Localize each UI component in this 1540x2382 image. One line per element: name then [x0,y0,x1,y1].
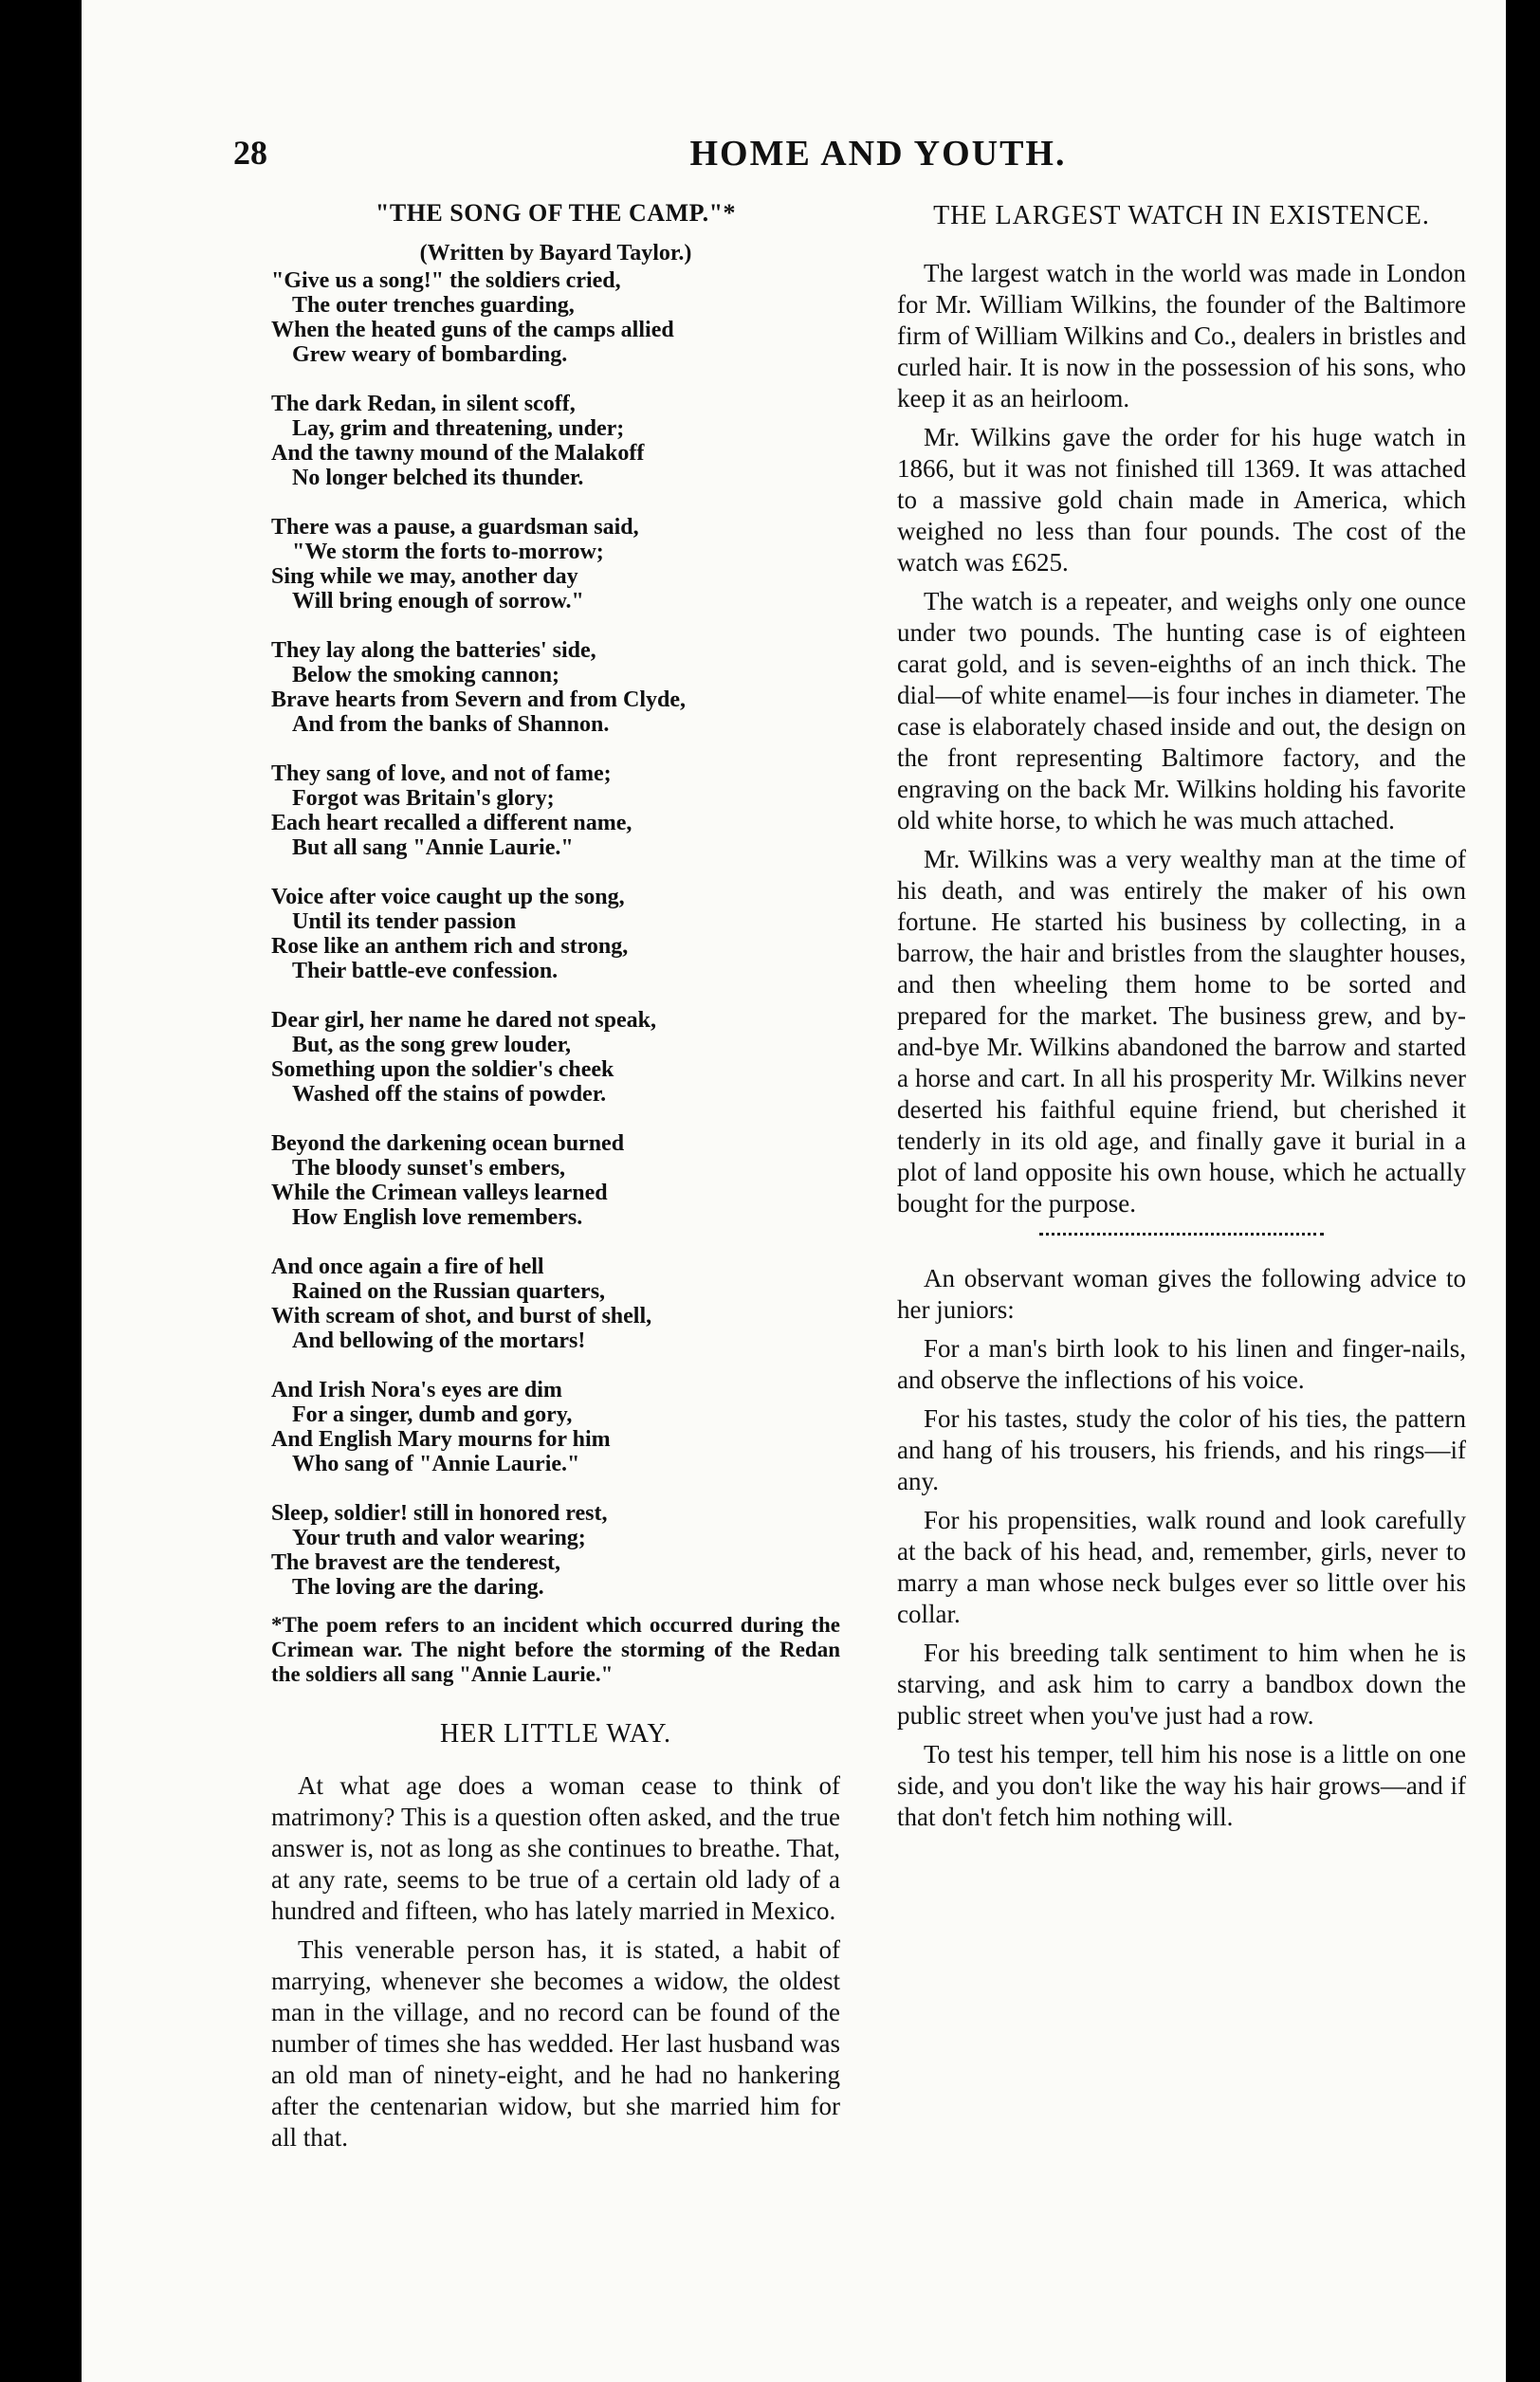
poem-line: And English Mary mourns for him [271,1427,611,1452]
poem-line: Your truth and valor wearing; [292,1526,586,1550]
poem-line: Sleep, soldier! still in honored rest, [271,1501,608,1526]
stanza [271,1131,840,1230]
stanza [271,638,840,737]
poem-line: There was a pause, a guardsman said, [271,515,639,540]
poem-line: They lay along the batteries' side, [271,638,596,663]
poem-line: And once again a fire of hell [271,1255,544,1279]
poem-byline: (Written by Bayard Taylor.) [419,241,692,266]
poem-line: Will bring enough of sorrow." [292,589,584,614]
page-number: 28 [233,134,267,172]
article-paragraph: This venerable person has, it is stated, a habit of marrying, whenever she becomes a widow, the oldest man in the village, and no record can be found of the number of times she has wedded. Her last husband was an old man of ninety-eight, and he had no hankering after the centenarian widow, but she married him for all that. [271,1935,840,2152]
poem-line: With scream of shot, and burst of shell, [271,1304,652,1328]
poem-line: Brave hearts from Severn and from Clyde, [271,687,687,712]
poem-line: Grew weary of bombarding. [292,342,568,367]
advice-paragraph: For a man's birth look to his linen and finger-nails, and observe the inflections of his voice. [897,1334,1466,1394]
advice-paragraph: For his breeding talk sentiment to him when he is starving, and ask him to carry a bandbox down the public street when you've just had a row. [897,1639,1466,1730]
poem-line: Rose like an anthem rich and strong, [271,934,629,959]
poem-footnote: *The poem refers to an incident which occurred during the Crimean war. The night before the storming of the Redan the soldiers all sang "Annie Laurie." [271,1613,840,1686]
stanza [271,1378,840,1476]
stanza [271,392,840,490]
poem-line: No longer belched its thunder. [292,466,584,490]
poem-line: Something upon the soldier's cheek [271,1057,614,1082]
poem-line: Each heart recalled a different name, [271,811,632,835]
stanza [271,761,840,860]
stanza [271,1501,840,1600]
stanza [271,1008,840,1107]
poem-line: Below the smoking cannon; [292,663,560,687]
left-column [271,199,840,2161]
stanza [271,1255,840,1353]
page [82,0,1506,2382]
poem-line: And the tawny mound of the Malakoff [271,441,645,466]
poem-line: Who sang of "Annie Laurie." [292,1452,580,1476]
poem-line: But, as the song grew louder, [292,1033,572,1057]
poem [271,268,840,1600]
poem-line: Beyond the darkening ocean burned [271,1131,625,1156]
stanza [271,885,840,983]
poem-line: Until its tender passion [292,909,517,934]
article-paragraph: Mr. Wilkins gave the order for his huge watch in 1866, but it was not finished till 1369. It was attached to a massive gold chain made in America, which weighed no less than four pounds. The cost of the watch was £625. [897,423,1466,577]
poem-line: Rained on the Russian quarters, [292,1279,606,1304]
poem-line: Sing while we may, another day [271,564,578,589]
poem-line: While the Crimean valleys learned [271,1181,608,1205]
article-paragraph: Mr. Wilkins was a very wealthy man at the time of his death, and was entirely the maker of his own fortune. He started his business by collecting, in a barrow, the hair and bristles from the slaughter houses, and then wheeling them home to be sorted and prepared for the market. The business grew, and by-and-bye Mr. Wilkins abandoned the barrow and started a horse and cart. In all his prosperity Mr. Wilkins never deserted his faithful equine friend, but cherished it tenderly in its old age, and finally gave it burial in a plot of land opposite his own house, which he actually bought for the purpose. [897,845,1466,1218]
poem-line: "We storm the forts to-morrow; [292,540,604,564]
poem-line: They sang of love, and not of fame; [271,761,612,786]
article-title: THE LARGEST WATCH IN EXISTENCE. [933,201,1430,230]
poem-line: "Give us a song!" the soldiers cried, [271,268,621,293]
poem-line: Washed off the stains of powder. [292,1082,607,1107]
article-paragraph: At what age does a woman cease to think of matrimony? This is a question often asked, and the true answer is, not as long as she continues to breathe. That, at any rate, seems to be true of a certain old lady of a hundred and fifteen, who has lately married in Mexico. [271,1771,840,1925]
poem-line: The bravest are the tenderest, [271,1550,561,1575]
right-column [897,199,1466,1841]
advice-paragraph: For his propensities, walk round and look carefully at the back of his head, and, remember, girls, never to marry a man whose neck bulges ever so little over his collar. [897,1506,1466,1628]
advice-paragraph: To test his temper, tell him his nose is a little on one side, and you don't like the way his hair grows—and if that don't fetch him nothing will. [897,1740,1466,1831]
article-paragraph: The watch is a repeater, and weighs only one ounce under two pounds. The hunting case is of eighteen carat gold, and is seven-eighths of an inch thick. The dial—of white enamel—is four inches in diameter. The case is elaborately chased inside and out, the design on the front representing Baltimore factory, and the engraving on the back Mr. Wilkins holding his favorite old white horse, to which he was much attached. [897,587,1466,834]
poem-line: Voice after voice caught up the song, [271,885,625,909]
stanza [271,515,840,614]
poem-line: The bloody sunset's embers, [292,1156,566,1181]
stanza [271,268,840,367]
section-divider [1039,1233,1324,1240]
poem-line: And bellowing of the mortars! [292,1328,586,1353]
poem-line: Lay, grim and threatening, under; [292,416,625,441]
poem-line: Dear girl, her name he dared not speak, [271,1008,656,1033]
poem-line: Their battle-eve confession. [292,959,559,983]
poem-line: Forgot was Britain's glory; [292,786,555,811]
article-paragraph: The largest watch in the world was made in London for Mr. William Wilkins, the founder of the Baltimore firm of William Wilkins and Co., dealers in bristles and curled hair. It is now in the possession of his sons, who keep it as an heirloom. [897,259,1466,412]
poem-line: The outer trenches guarding, [292,293,575,318]
poem-line: The dark Redan, in silent scoff, [271,392,576,416]
advice-paragraph: For his tastes, study the color of his ties, the pattern and hang of his trousers, his friends, and his rings—if any. [897,1404,1466,1495]
running-head: HOME AND YOUTH. [689,134,1067,174]
poem-line: But all sang "Annie Laurie." [292,835,574,860]
poem-line: For a singer, dumb and gory, [292,1402,573,1427]
poem-line: And from the banks of Shannon. [292,712,610,737]
poem-line: When the heated guns of the camps allied [271,318,674,342]
poem-line: And Irish Nora's eyes are dim [271,1378,562,1402]
poem-line: The loving are the daring. [292,1575,544,1600]
poem-title: "THE SONG OF THE CAMP."* [375,199,737,227]
advice-paragraph: An observant woman gives the following advice to her juniors: [897,1264,1466,1324]
poem-line: How English love remembers. [292,1205,583,1230]
article-title: HER LITTLE WAY. [440,1719,671,1749]
